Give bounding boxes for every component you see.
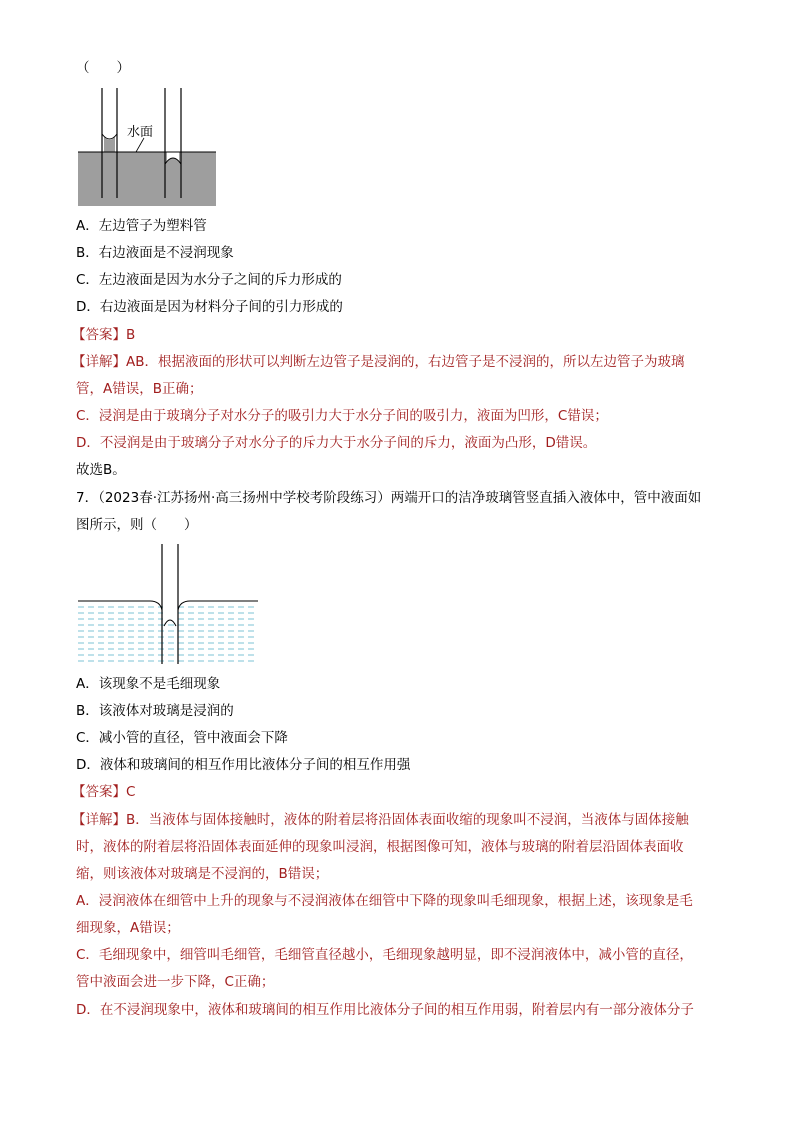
- q7-detail-line-2: 时，液体的附着层将沿固体表面延伸的现象叫浸润，根据图像可知，液体与玻璃的附着层沿固体表面收: [76, 839, 684, 855]
- q6-stem-tail: （ ）: [76, 60, 130, 76]
- q7-detail-line-6: C．毛细现象中，细管叫毛细管，毛细管直径越小，毛细现象越明显，即不浸润液体中，减小管的直径，: [76, 947, 693, 963]
- q7-detail-line-8: D．在不浸润现象中，液体和玻璃间的相互作用比液体分子间的相互作用弱，附着层内有一部分液体分子: [76, 1002, 694, 1018]
- q6-figure: [78, 86, 218, 208]
- q6-detail-line-2: 管，A错误，B正确；: [76, 381, 203, 397]
- q6-option-c: C．左边液面是因为水分子之间的斥力形成的: [76, 272, 342, 288]
- q6-answer: [72, 325, 135, 345]
- q7-detail-line-1: 【详解】B．当液体与固体接触时，液体的附着层将沿固体表面收缩的现象叫不浸润，当液体与固体接触: [72, 812, 689, 828]
- q7-answer: [72, 782, 135, 802]
- q7-stem-line-2: 图所示，则（ ）: [76, 517, 198, 533]
- q6-conclusion: 故选B。: [76, 462, 126, 478]
- q7-detail-line-5: 细现象，A错误；: [76, 920, 180, 936]
- q6-detail-line-1: 【详解】AB．根据液面的形状可以判断左边管子是浸润的，右边管子是不浸润的，所以左边管子为玻璃: [72, 354, 685, 370]
- q7-detail-line-7: 管中液面会进一步下降，C正确；: [76, 974, 275, 990]
- detail-tag: 【详解】: [72, 354, 126, 370]
- q6-option-a: A．左边管子为塑料管: [76, 218, 207, 234]
- answer-value: B: [126, 327, 136, 343]
- q6-option-b: B．右边液面是不浸润现象: [76, 245, 234, 261]
- q7-option-a: A．该现象不是毛细现象: [76, 676, 221, 692]
- q7-option-b: B．该液体对玻璃是浸润的: [76, 703, 234, 719]
- q7-option-c: C．减小管的直径，管中液面会下降: [76, 730, 288, 746]
- answer-tag: 【答案】: [72, 784, 126, 800]
- q6-detail-line-3: C．浸润是由于玻璃分子对水分子的吸引力大于水分子间的吸引力，液面为凹形，C错误；: [76, 408, 608, 424]
- answer-value: C: [126, 784, 136, 800]
- q6-detail-line-4: D．不浸润是由于玻璃分子对水分子的斥力大于水分子间的斥力，液面为凸形，D错误。: [76, 435, 597, 451]
- q6-option-d: D．右边液面是因为材料分子间的引力形成的: [76, 299, 343, 315]
- q7-stem-line-1: 7．（2023春·江苏扬州·高三扬州中学校考阶段练习）两端开口的洁净玻璃管竖直插入液体中，管中液面如: [76, 490, 702, 506]
- q7-option-d: D．液体和玻璃间的相互作用比液体分子间的相互作用强: [76, 757, 411, 773]
- q7-detail-line-3: 缩，则该液体对玻璃是不浸润的，B错误；: [76, 866, 329, 882]
- water-body: [78, 152, 216, 206]
- detail-tag: 【详解】: [72, 812, 126, 828]
- q7-detail-line-4: A．浸润液体在细管中上升的现象与不浸润液体在细管中下降的现象叫毛细现象，根据上述，该现象是毛: [76, 893, 693, 909]
- q7-figure: [78, 544, 260, 666]
- figure-label-water-surface: 水面: [127, 125, 154, 140]
- answer-tag: 【答案】: [72, 327, 126, 343]
